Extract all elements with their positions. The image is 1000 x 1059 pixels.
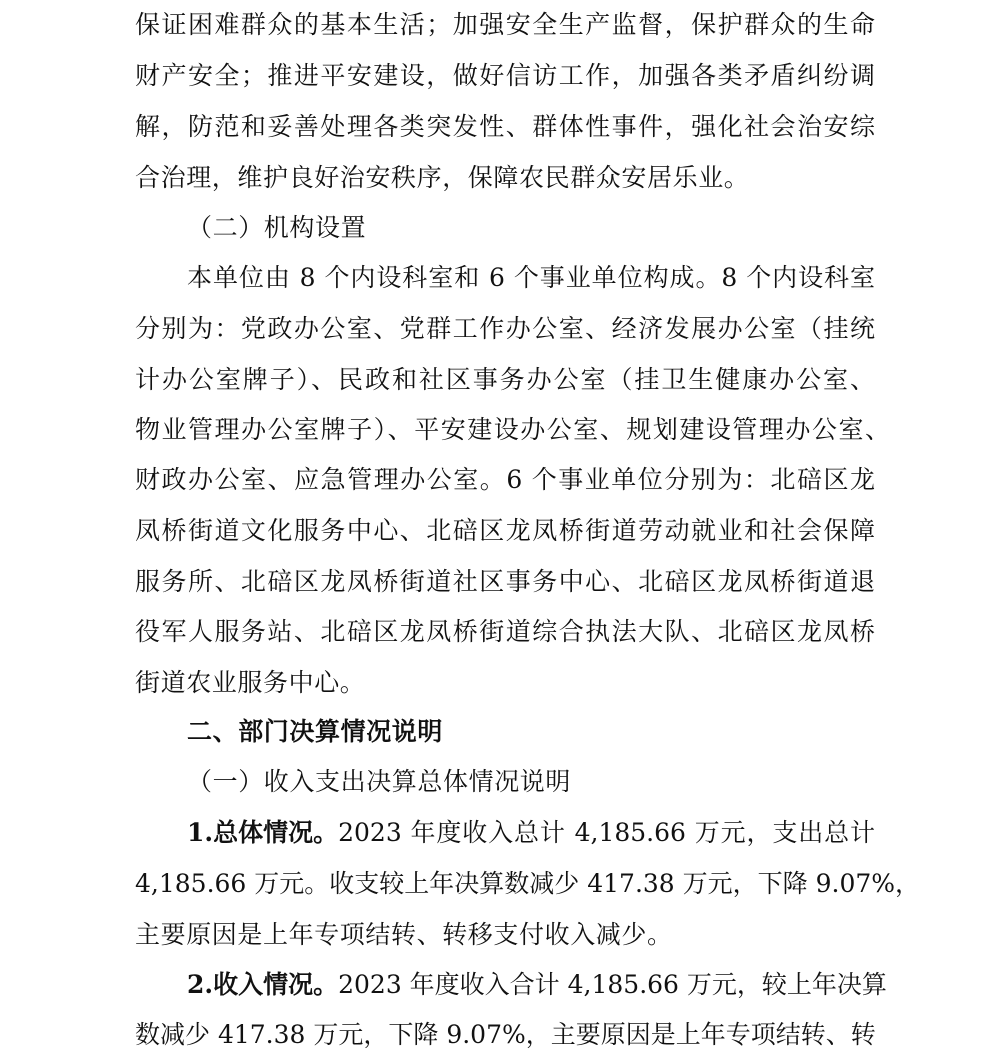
body-text-line: 财产安全；推进平安建设，做好信访工作，加强各类矛盾纠纷调 <box>135 61 875 90</box>
body-text-line: 凤桥街道文化服务中心、北碚区龙凤桥街道劳动就业和社会保障 <box>135 516 875 545</box>
body-text-line: 合治理，维护良好治安秩序，保障农民群众安居乐业。 <box>135 163 750 192</box>
body-text-segment: 2023 年度收入合计 4,185.66 万元，较上年决算 <box>338 970 887 999</box>
body-text-line: 主要原因是上年专项结转、转移支付收入减少。 <box>135 920 673 949</box>
body-text-line: 物业管理办公室牌子）、平安建设办公室、规划建设管理办公室、 <box>135 415 890 444</box>
paragraph-income-line <box>187 970 887 1000</box>
body-text-line: 数减少 417.38 万元，下降 9.07%，主要原因是上年专项结转、转 <box>135 1020 876 1049</box>
body-text-line: 街道农业服务中心。 <box>135 668 366 697</box>
body-text-line: 4,185.66 万元。收支较上年决算数减少 417.38 万元，下降 9.07%， <box>135 869 921 898</box>
body-text-line: 服务所、北碚区龙凤桥街道社区事务中心、北碚区龙凤桥街道退 <box>135 567 875 596</box>
paragraph-lead-overall: 1.总体情况。 <box>187 818 339 847</box>
paragraph-overall-line <box>187 818 875 848</box>
body-text-segment: 2023 年度收入总计 4,185.66 万元，支出总计 <box>338 818 875 847</box>
body-text-line: 保证困难群众的基本生活；加强安全生产监督，保护群众的生命 <box>135 10 875 39</box>
body-text-line: 役军人服务站、北碚区龙凤桥街道综合执法大队、北碚区龙凤桥 <box>135 617 875 646</box>
body-text-line: 计办公室牌子）、民政和社区事务办公室（挂卫生健康办公室、 <box>135 365 875 394</box>
section-heading-overview: （一）收入支出决算总体情况说明 <box>187 767 572 796</box>
body-text-line: 本单位由 8 个内设科室和 6 个事业单位构成。8 个内设科室 <box>187 263 875 292</box>
part-heading: 二、部门决算情况说明 <box>187 717 444 746</box>
paragraph-lead-income: 2.收入情况。 <box>187 970 339 999</box>
body-text-line: 财政办公室、应急管理办公室。6 个事业单位分别为：北碚区龙 <box>135 465 875 494</box>
section-heading-organization: （二）机构设置 <box>187 213 367 242</box>
body-text-line: 分别为：党政办公室、党群工作办公室、经济发展办公室（挂统 <box>135 314 875 343</box>
body-text-line: 解，防范和妥善处理各类突发性、群体性事件，强化社会治安综 <box>135 112 875 141</box>
